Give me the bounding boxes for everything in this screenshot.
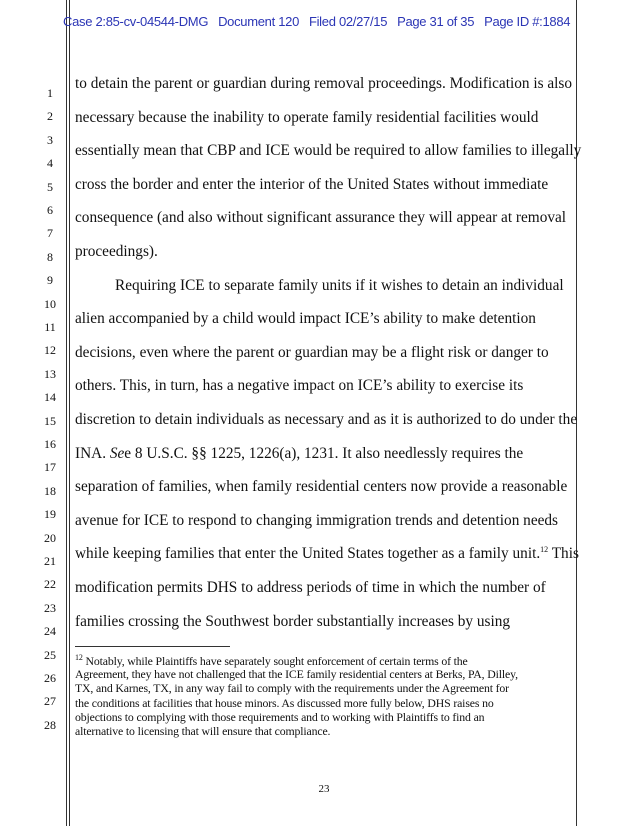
line-number: 17 [44, 460, 56, 475]
body-line-text: Requiring ICE to separate family units if it wishes to detain an individual [115, 276, 564, 294]
body-line-text: discretion to detain individuals as necessary and as it is authorized to do under the [75, 411, 578, 428]
body-line-text: others. This, in turn, has a negative impact on ICE’s ability to exercise its [75, 377, 524, 395]
body-line [75, 142, 581, 160]
line-number: 23 [44, 600, 56, 615]
body-line [75, 478, 567, 496]
footnote-line [75, 667, 518, 682]
line-number: 16 [44, 437, 56, 451]
line-number: 24 [44, 624, 56, 639]
line-number: 5 [47, 179, 53, 194]
body-line [75, 377, 523, 395]
body-line [75, 411, 577, 429]
body-line-text: avenue for ICE to respond to changing immigration trends and detention needs [75, 511, 559, 529]
body-line [75, 310, 536, 328]
line-number: 14 [44, 390, 56, 405]
body-line-text: consequence (and also without significant assurance they will appear at removal [75, 209, 567, 227]
line-number: 8 [47, 249, 53, 264]
body-line [75, 613, 510, 631]
line-number: 20 [44, 530, 56, 545]
line-number: 11 [44, 320, 56, 334]
footnote-marker: 12 [75, 653, 83, 662]
body-line-text: decisions, even where the parent or guardian may be a flight risk or danger to [75, 343, 549, 361]
footnote-text: the conditions at facilities that house minors. As discussed more fully below, DHS raises no [75, 695, 494, 710]
line-number: 1 [47, 86, 53, 100]
line-number: 9 [47, 273, 53, 288]
body-line-text: to detain the parent or guardian during removal proceedings. Modification is also [75, 75, 573, 92]
line-number: 28 [44, 717, 56, 732]
footnote-text: objections to complying with those requirements and to working with Plaintiffs to find an [75, 709, 485, 724]
line-number: 26 [44, 671, 56, 685]
footnote-text: Notably, while Plaintiffs have separately sought enforcement of certain terms of the [82, 653, 468, 668]
footnote-line [75, 710, 484, 725]
body-line-text: This [548, 545, 579, 563]
body-line-text: essentially mean that CBP and ICE would be required to allow families to illegally [75, 142, 582, 160]
margin-line-left-outer [66, 0, 67, 826]
line-number: 10 [44, 296, 56, 311]
footnote-text: Agreement, they have not challenged that the ICE family residential centers at Berks, PA, Dilley, [75, 667, 518, 682]
line-number: 4 [47, 156, 53, 171]
line-number: 7 [47, 226, 53, 241]
footnote-line [75, 681, 509, 696]
line-number: 6 [47, 203, 53, 217]
body-line-text: alien accompanied by a child would impact ICE’s ability to make detention [75, 310, 536, 328]
citation-signal: Se [109, 444, 125, 462]
body-line [75, 243, 158, 261]
line-number: 15 [44, 413, 56, 428]
footnote-text: TX, and Karnes, TX, in any way fail to comply with the requirements under the Agreement for [75, 681, 509, 696]
body-line [75, 75, 572, 93]
body-line-text: families crossing the Southwest border substantially increases by using [75, 612, 511, 630]
body-line-text: proceedings). [75, 243, 158, 260]
footnote-text: alternative to licensing that will ensure that compliance. [75, 724, 331, 738]
line-number: 25 [44, 647, 56, 662]
body-line-text: necessary because the inability to operate family residential facilities would [75, 108, 539, 126]
body-line [75, 512, 558, 530]
body-line [75, 545, 579, 563]
footnote-line [75, 724, 330, 739]
line-number: 18 [44, 483, 56, 498]
footnote-line [75, 696, 494, 711]
footnote-rule [75, 646, 230, 647]
body-line-text: separation of families, when family residential centers now provide a reasonable [75, 478, 568, 496]
body-line [75, 109, 538, 127]
body-line [75, 209, 566, 227]
body-line [75, 176, 548, 194]
body-line: INA. See 8 U.S.C. §§ 1225, 1226(a), 1231. It also needlessly requires the [75, 444, 524, 462]
case-header: Case 2:85-cv-04544-DMG Document 120 Filed 02/27/15 Page 31 of 35 Page ID #:1884 [63, 14, 571, 29]
line-number: 21 [44, 554, 56, 568]
line-number: 19 [44, 507, 56, 522]
line-number: 12 [44, 343, 56, 358]
body-line-text: cross the border and enter the interior of the United States without immediate [75, 175, 549, 193]
body-line-text: modification permits DHS to address periods of time in which the number of [75, 579, 546, 596]
line-number: 13 [44, 366, 56, 381]
margin-line-left-inner [69, 0, 70, 826]
line-number: 27 [44, 694, 56, 709]
body-line [75, 579, 546, 597]
line-number: 22 [44, 577, 56, 592]
line-number: 3 [47, 132, 53, 147]
line-number: 2 [47, 109, 53, 124]
body-line-text: while keeping families that enter the United States together as a family unit. [75, 545, 541, 563]
body-line [115, 277, 564, 295]
body-line [75, 344, 549, 362]
footnote-reference: 12 [540, 545, 549, 555]
page-number: 23 [318, 783, 330, 795]
